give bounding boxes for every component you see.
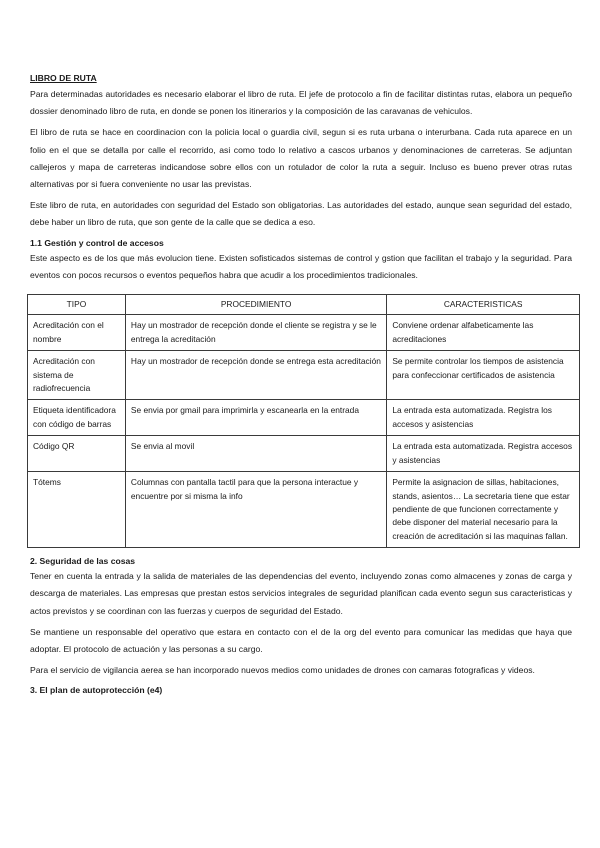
table-cell-tipo: Código QR (28, 436, 126, 472)
section-2-paragraph-2: Se mantiene un responsable del operativo que estara en contacto con el de la org del evento para comunicar las medidas que haya que adoptar. El protocolo de actuación y las personas a su cargo. (30, 626, 572, 654)
table-header-tipo: TIPO (28, 295, 126, 315)
table-row (28, 436, 580, 472)
table-cell-tipo: Tótems (28, 472, 126, 548)
table-cell-procedimiento: Se envia por gmail para imprimirla y escanearla en la entrada (125, 400, 386, 436)
intro-paragraph-3: Este libro de ruta, en autoridades con seguridad del Estado son obligatorias. Las autoridades del estado, aunque sean seguridad del estado, debe haber un libro de ruta, que son gente de la calle que se dedica a eso. (30, 200, 572, 228)
table-cell-tipo: Etiqueta identificadora con código de barras (28, 400, 126, 436)
table-header-caracteristicas: CARACTERISTICAS (387, 295, 580, 315)
table-cell-procedimiento: Columnas con pantalla tactil para que la persona interactue y encuentre por si misma la info (125, 472, 386, 548)
table-cell-procedimiento: Hay un mostrador de recepción donde se entrega esta acreditación (125, 351, 386, 400)
table-header-procedimiento: PROCEDIMIENTO (125, 295, 386, 315)
table-cell-caracteristicas: Permite la asignacion de sillas, habitaciones, stands, asientos… La secretaria tiene que estar pendiente de que funcionen correctamente y debe disponer del material necesario para la creación de acreditación si las maquinas fallan. (387, 472, 580, 548)
table-cell-caracteristicas: La entrada esta automatizada. Registra los accesos y asistencias (387, 400, 580, 436)
intro-paragraph-2: El libro de ruta se hace en coordinacion con la policia local o guardia civil, segun si es ruta urbana o interurbana. Cada ruta aparece en un folio en el que se detalla por calle el recorrido, asi como todo lo relativo a cascos urbanos y denominaciones de carreteras. Se adjuntan callejeros y mapa de carreteras indicandose sobre ellos con un rotulador de color la ruta a seguir. Incluso es bueno prever otras rutas alternativas por si fuera conveniente no usar las previstas. (30, 127, 572, 190)
table-row (28, 472, 580, 548)
table-cell-caracteristicas: Se permite controlar los tiempos de asistencia para confeccionar certificados de asistencia (387, 351, 580, 400)
section-1-paragraph: Este aspecto es de los que más evolucion tiene. Existen sofisticados sistemas de control y gstion que facilitan el trabajo y la seguridad. Para eventos con pocos recursos o eventos pequeños habra que acudir a los procedimientos tradicionales. (30, 252, 572, 280)
document-content (30, 72, 572, 697)
table-cell-caracteristicas: Conviene ordenar alfabeticamente las acreditaciones (387, 315, 580, 351)
section-3-heading: 3. El plan de autoprotección (e4) (30, 685, 163, 696)
table-cell-tipo: Acreditación con sistema de radiofrecuencia (28, 351, 126, 400)
access-control-table (27, 294, 580, 548)
section-2-heading: 2. Seguridad de las cosas (30, 556, 136, 567)
document-title: LIBRO DE RUTA (30, 73, 97, 83)
section-2-paragraph-1: Tener en cuenta la entrada y la salida de materiales de las dependencias del evento, incluyendo zonas como almacenes y zonas de carga y descarga de materiales. Las empresas que prestan estos servicios integrales de seguridad planifican cada evento segun sus caracteristicas y actos previstos y se coordinan con las fuerzas y cuerpos de seguridad del Estado. (30, 571, 572, 616)
intro-paragraph-1: Para determinadas autoridades es necesario elaborar el libro de ruta. El jefe de protocolo a fin de facilitar distintas rutas, elabora un pequeño dossier denominado libro de ruta, en donde se ponen los itinerarios y la composición de las caravanas de vehiculos. (30, 89, 572, 117)
table-row (28, 351, 580, 400)
table-cell-procedimiento: Se envia al movil (125, 436, 386, 472)
table-row (28, 400, 580, 436)
table-header-row (28, 295, 580, 315)
table-row (28, 315, 580, 351)
table-cell-caracteristicas: La entrada esta automatizada. Registra accesos y asistencias (387, 436, 580, 472)
section-1-heading: 1.1 Gestión y control de accesos (30, 237, 164, 248)
table-cell-tipo: Acreditación con el nombre (28, 315, 126, 351)
table-cell-procedimiento: Hay un mostrador de recepción donde el cliente se registra y se le entrega la acreditación (125, 315, 386, 351)
section-2-paragraph-3: Para el servicio de vigilancia aerea se han incorporado nuevos medios como unidades de drones con camaras fotograficas y videos. (30, 665, 535, 676)
